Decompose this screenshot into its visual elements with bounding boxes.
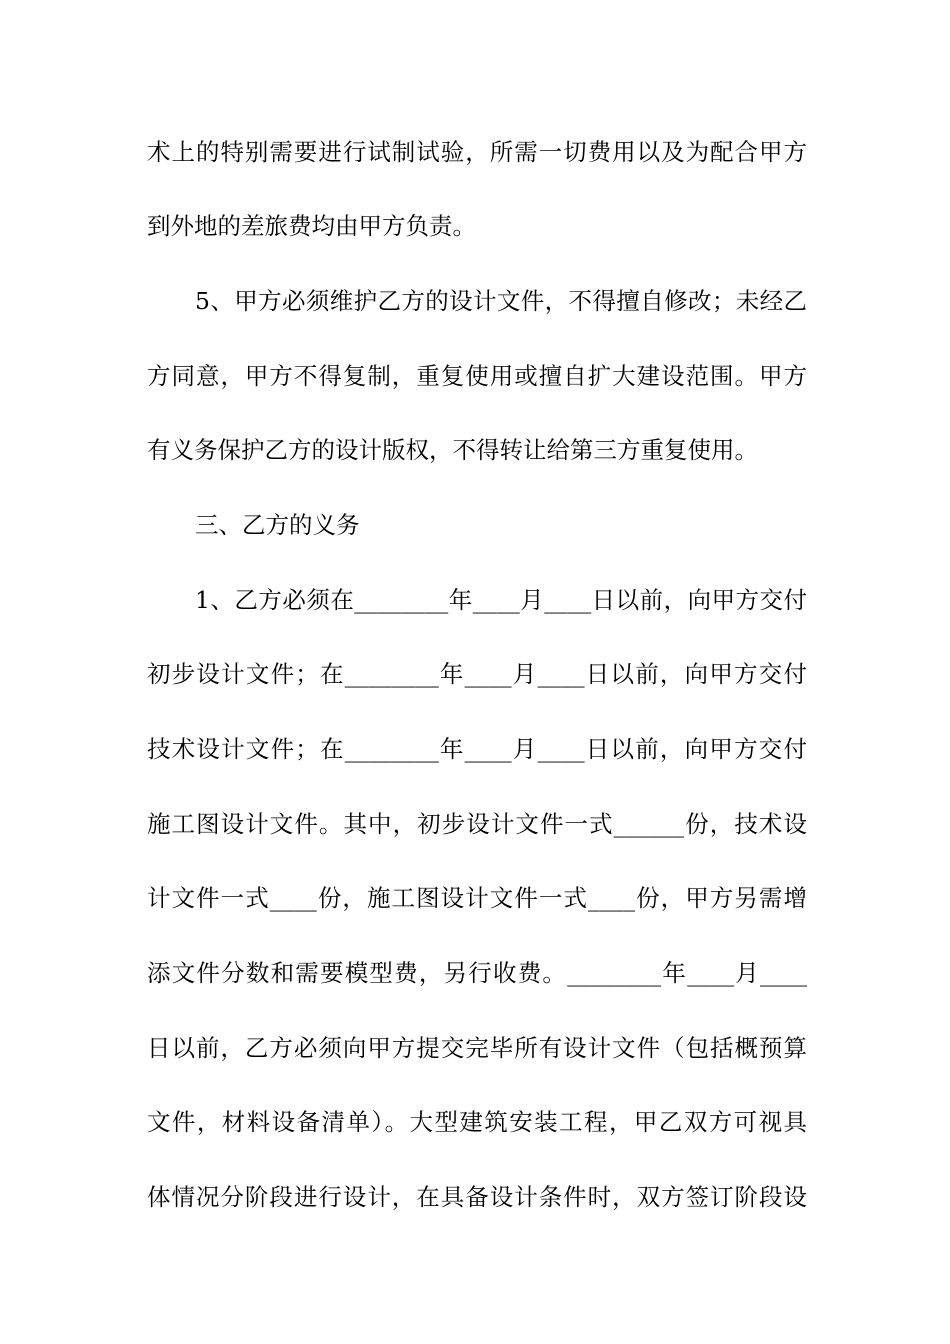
text-line: 添文件分数和需要模型费，另行收费。________年____月____: [147, 959, 807, 987]
text-line: 技术设计文件；在________年____月____日以前，向甲方交付: [147, 735, 807, 763]
text-line: 1、乙方必须在________年____月____日以前，向甲方交付: [195, 586, 807, 614]
text-line: 有义务保护乙方的设计版权，不得转让给第三方重复使用。: [147, 436, 758, 464]
text-line: 日以前，乙方必须向甲方提交完毕所有设计文件（包括概预算: [147, 1034, 807, 1062]
text-line: 文件，材料设备清单）。大型建筑安装工程，甲乙双方可视具: [147, 1108, 807, 1136]
text-line: 施工图设计文件。其中，初步设计文件一式______份，技术设: [147, 810, 807, 838]
text-line: 术上的特别需要进行试制试验，所需一切费用以及为配合甲方: [147, 138, 807, 166]
text-line: 到外地的差旅费均由甲方负责。: [147, 212, 476, 240]
text-line: 5、甲方必须维护乙方的设计文件，不得擅自修改；未经乙: [195, 287, 807, 315]
section-heading: 三、乙方的义务: [195, 511, 360, 539]
text-line: 方同意，甲方不得复制，重复使用或擅自扩大建设范围。甲方: [147, 362, 807, 390]
text-line: 初步设计文件；在________年____月____日以前，向甲方交付: [147, 660, 807, 688]
text-line: 计文件一式____份，施工图设计文件一式____份，甲方另需增: [147, 884, 807, 912]
text-line: 体情况分阶段进行设计，在具备设计条件时，双方签订阶段设: [147, 1183, 807, 1211]
